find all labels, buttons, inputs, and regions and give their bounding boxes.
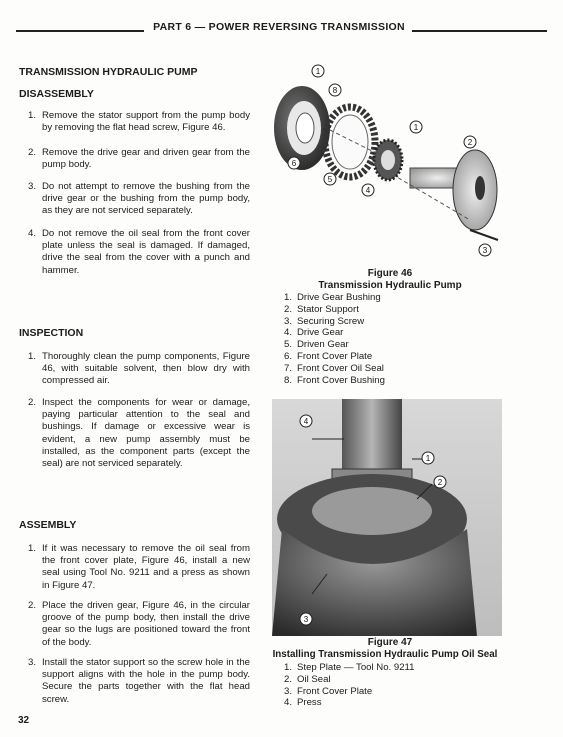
stator-support-slot-shape [475, 176, 485, 200]
svg-text:6: 6 [291, 159, 297, 168]
svg-text:3: 3 [303, 615, 309, 624]
figure-47-callout-1 [422, 452, 434, 464]
assembly-heading: ASSEMBLY [19, 519, 77, 531]
step-number: 1. [28, 351, 37, 362]
figure-47-callout-2 [434, 476, 446, 488]
svg-text:5: 5 [327, 175, 333, 184]
figure-46-callout-4 [362, 184, 374, 196]
figure-46-callout-1 [312, 65, 324, 77]
figure-46-callout-1b [410, 121, 422, 133]
figure-46-callout-2 [464, 136, 476, 148]
figure-47-photo [272, 399, 502, 636]
step-number: 1. [28, 543, 37, 554]
figure-46-title: Transmission Hydraulic Pump [318, 280, 462, 291]
header-rule-left [16, 30, 144, 32]
svg-text:4: 4 [365, 186, 371, 195]
step-number: 2. [28, 600, 37, 611]
figure-46-callout-6 [288, 157, 300, 169]
svg-text:2: 2 [437, 478, 443, 487]
disassembly-heading: DISASSEMBLY [19, 88, 94, 100]
figure-46-label: Figure 46 [367, 268, 413, 279]
svg-text:4: 4 [303, 417, 309, 426]
figure-47-label: Figure 47 [367, 637, 413, 648]
securing-screw-shape [470, 230, 498, 240]
header-rule-right [412, 30, 547, 32]
step-text: Do not remove the oil seal from the front cover plate unless the seal is damaged. If damaged, drive the seal from the cover with a punch and hammer. [42, 228, 250, 276]
oil-seal-photo-shape [312, 487, 432, 535]
header-title: PART 6 — POWER REVERSING TRANSMISSION [153, 21, 405, 33]
svg-text:2: 2 [467, 138, 473, 147]
step-text: Place the driven gear, Figure 46, in the circular groove of the pump body, then install the drive gear so the lugs are positioned toward the front of the body. [42, 600, 250, 648]
stator-support-flange-shape [453, 150, 497, 230]
step-text: Thoroughly clean the pump components, Figure 46, with suitable solvent, then blow dry with compressed air. [42, 351, 250, 387]
step-text: Install the stator support so the screw hole in the support aligns with the hole in the pump body. Secure the parts together with the flat head screw. [42, 657, 250, 705]
step-number: 1. [28, 110, 37, 121]
inspection-heading: INSPECTION [19, 327, 84, 339]
page-header [16, 21, 547, 37]
driven-gear-bore-shape [332, 115, 368, 169]
svg-text:8: 8 [332, 86, 338, 95]
figure-47-callout-4 [300, 415, 312, 427]
figure-47-title: Installing Transmission Hydraulic Pump Oil Seal [272, 649, 498, 660]
figure-46-illustration [270, 60, 510, 265]
figure-46-callout-5 [324, 173, 336, 185]
svg-text:1: 1 [315, 67, 321, 76]
figure-46-callout-3 [479, 244, 491, 256]
step-number: 2. [28, 147, 37, 158]
figure-46-callout-8 [329, 84, 341, 96]
step-number: 2. [28, 397, 37, 408]
step-text: Remove the stator support from the pump body by removing the flat head screw, Figure 46. [42, 110, 250, 134]
drive-gear-hub-shape [381, 150, 395, 170]
step-text: Do not attempt to remove the bushing from the drive gear or the bushing from the pump body, as they are not serviced separately. [42, 181, 250, 217]
step-number: 3. [28, 657, 37, 668]
step-text: Remove the drive gear and driven gear from the pump body. [42, 147, 250, 171]
step-number: 3. [28, 181, 37, 192]
step-number: 4. [28, 228, 37, 239]
press-ram-shape [342, 399, 402, 474]
page-number: 32 [18, 715, 30, 726]
svg-text:1: 1 [413, 123, 419, 132]
svg-text:1: 1 [425, 454, 431, 463]
section-title: TRANSMISSION HYDRAULIC PUMP [19, 66, 198, 78]
figure-47-callout-3 [300, 613, 312, 625]
step-text: Inspect the components for wear or damage, paying particular attention to the seal and bushings. If damage or excessive wear is evident, a new pump assembly must be installed, as the component parts (except the seal) are not serviced separately. [42, 397, 250, 470]
bushing-shape [296, 113, 314, 143]
svg-text:3: 3 [482, 246, 488, 255]
step-text: If it was necessary to remove the oil seal from the front cover plate, Figure 46, install a new seal using Tool No. 9211 and a press as shown in Figure 47. [42, 543, 250, 591]
